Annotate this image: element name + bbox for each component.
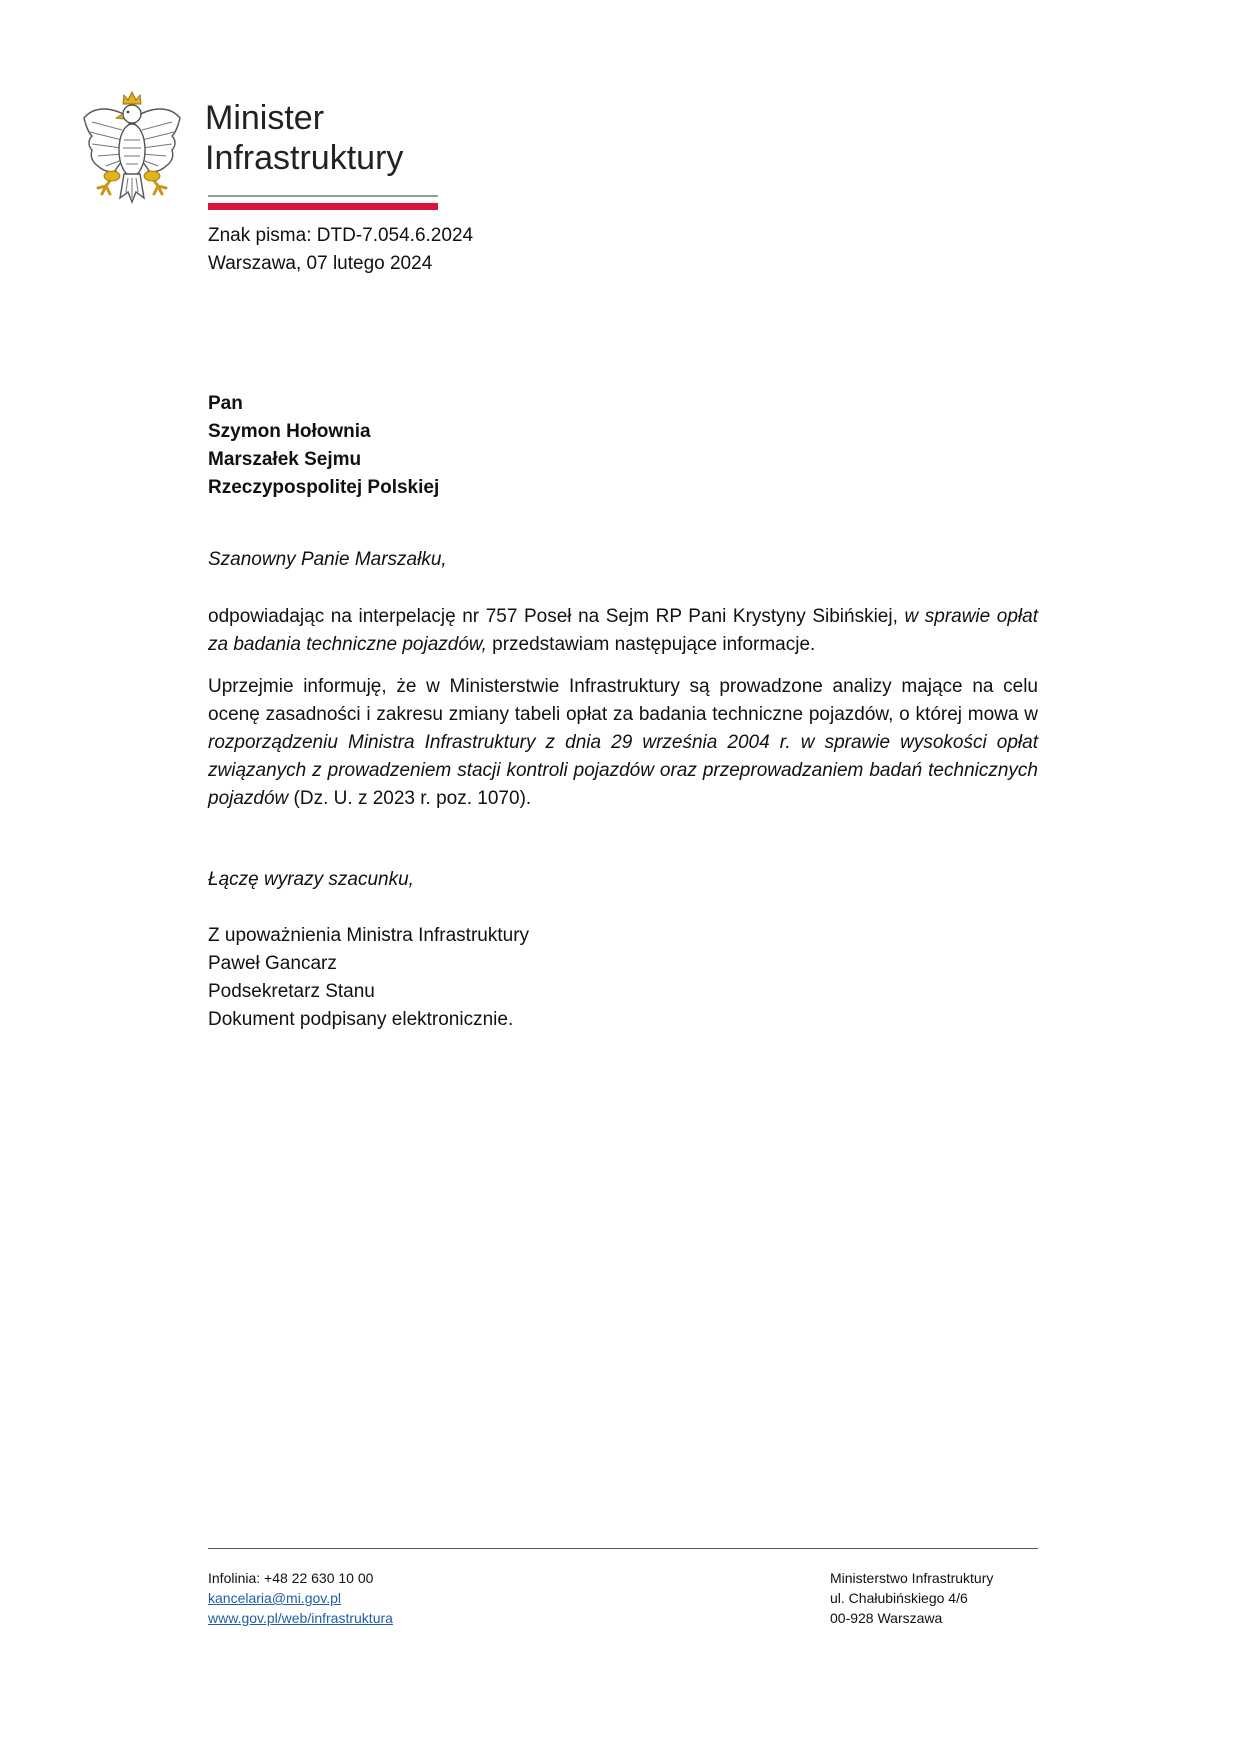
signature-line-2: Paweł Gancarz (208, 953, 337, 974)
place-date: Warszawa, 07 lutego 2024 (208, 253, 433, 274)
footer-city: 00-928 Warszawa (830, 1610, 943, 1626)
footer-website-link[interactable]: www.gov.pl/web/infrastruktura (208, 1610, 393, 1626)
salutation: Szanowny Panie Marszałku, (208, 549, 447, 570)
addressee-line-4: Rzeczypospolitej Polskiej (208, 477, 440, 498)
addressee-line-1: Pan (208, 393, 243, 414)
footer-org: Ministerstwo Infrastruktury (830, 1570, 994, 1586)
header-rule-red (208, 203, 438, 210)
footer-email-link[interactable]: kancelaria@mi.gov.pl (208, 1590, 342, 1606)
addressee-line-3: Marszałek Sejmu (208, 449, 362, 470)
addressee-line-2: Szymon Hołownia (208, 421, 371, 442)
p2-text-italic: rozporządzeniu Ministra Infrastruktury z dnia 29 września 2004 r. w sprawie wysokości opłat związanych z prowadzeniem stacji kontroli pojazdów oraz przeprowadzaniem badań technicznych pojazdów (208, 732, 1038, 809)
signature-line-4: Dokument podpisany elektronicznie. (208, 1009, 514, 1030)
title-line-1: Minister (205, 99, 325, 137)
footer-infolinia: Infolinia: +48 22 630 10 00 (208, 1570, 374, 1586)
closing-phrase: Łączę wyrazy szacunku, (208, 869, 414, 890)
p1-text-italic: w sprawie opłat za badania techniczne pojazdów, (208, 606, 1039, 655)
letter-meta (208, 222, 473, 278)
p2-text-1: Uprzejmie informuję, że w Ministerstwie Infrastruktury są prowadzone analizy mające na celu ocenę zasadności i zakresu zmiany tabeli opłat za badania techniczne pojazdów, o której mowa w (208, 676, 1038, 725)
white-eagle-emblem-icon (82, 88, 182, 212)
p1-text-1: odpowiadając na interpelację nr 757 Poseł na Sejm RP Pani Krystyny Sibińskiej, (208, 606, 905, 627)
signature-line-1: Z upoważnienia Ministra Infrastruktury (208, 925, 530, 946)
body-paragraph-1 (208, 603, 1038, 659)
header-rule-grey (208, 195, 438, 197)
signature-block (208, 922, 529, 1034)
title-line-2: Infrastruktury (205, 139, 404, 177)
addressee-block (208, 390, 439, 502)
ministry-title (205, 98, 403, 178)
p1-text-3: przedstawiam następujące informacje. (486, 634, 816, 655)
reference-number: Znak pisma: DTD-7.054.6.2024 (208, 225, 474, 246)
footer-address (830, 1568, 993, 1628)
signature-line-3: Podsekretarz Stanu (208, 981, 375, 1002)
body-paragraph-2 (208, 673, 1038, 813)
footer-contact (208, 1568, 393, 1628)
footer-street: ul. Chałubińskiego 4/6 (830, 1590, 968, 1606)
footer-rule (208, 1548, 1038, 1549)
p2-text-3: (Dz. U. z 2023 r. poz. 1070). (288, 788, 532, 809)
